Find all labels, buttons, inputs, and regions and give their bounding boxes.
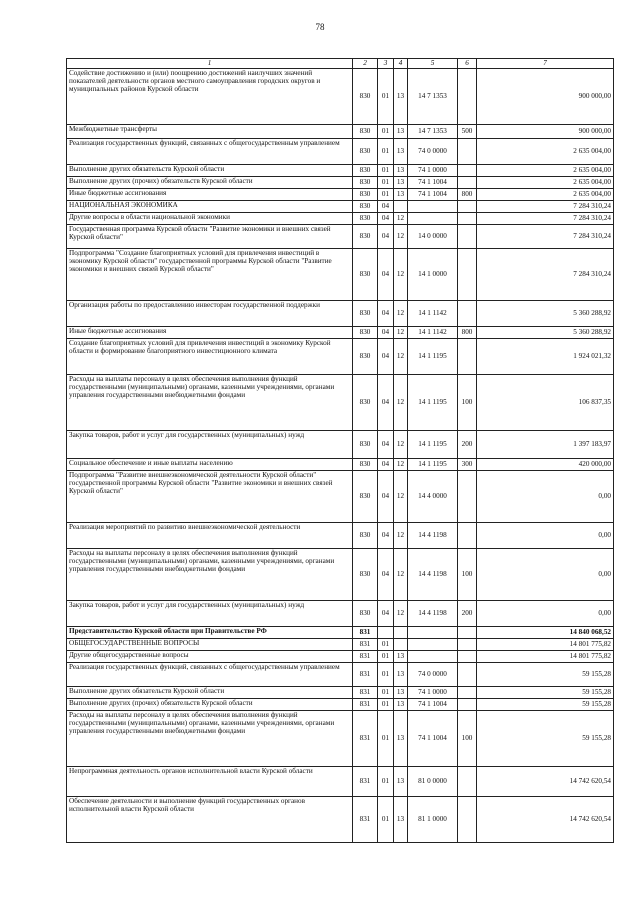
cell-target-article: 14 4 1198 (408, 601, 458, 627)
cell-expense-type (458, 699, 477, 711)
cell-section: 04 (378, 225, 394, 249)
table-row (67, 327, 614, 339)
cell-section: 01 (378, 699, 394, 711)
column-header: 4 (394, 59, 408, 69)
cell-amount: 2 635 004,00 (477, 177, 614, 189)
cell-name: Выполнение других обязательств Курской области (67, 687, 353, 699)
cell-ministry-code: 830 (353, 165, 378, 177)
cell-target-article: 74 1 1004 (408, 189, 458, 201)
cell-ministry-code: 830 (353, 201, 378, 213)
cell-expense-type: 100 (458, 549, 477, 601)
cell-target-article: 14 0 0000 (408, 225, 458, 249)
table-row (67, 663, 614, 687)
cell-section: 01 (378, 797, 394, 843)
cell-expense-type (458, 201, 477, 213)
cell-expense-type (458, 213, 477, 225)
cell-subsection: 13 (394, 69, 408, 125)
cell-amount: 7 284 310,24 (477, 201, 614, 213)
cell-amount: 5 360 288,92 (477, 301, 614, 327)
cell-name: Расходы на выплаты персоналу в целях обеспечения выполнения функций государственными (муниципальными) органами, казенными учреждениями, органами управления государственными внебюджетными фондами (67, 375, 353, 431)
cell-section: 01 (378, 69, 394, 125)
cell-amount: 0,00 (477, 523, 614, 549)
cell-name: Создание благоприятных условий для привлечения инвестиций в экономику Курской области и формирование благоприятного инвестиционного климата (67, 339, 353, 375)
cell-amount: 106 837,35 (477, 375, 614, 431)
cell-ministry-code: 830 (353, 339, 378, 375)
cell-subsection: 12 (394, 601, 408, 627)
cell-expense-type (458, 177, 477, 189)
cell-target-article: 81 0 0000 (408, 767, 458, 797)
cell-expense-type: 800 (458, 189, 477, 201)
cell-name: Выполнение других (прочих) обязательств Курской области (67, 177, 353, 189)
cell-ministry-code: 831 (353, 627, 378, 639)
cell-subsection: 13 (394, 711, 408, 767)
cell-name: Межбюджетные трансферты (67, 125, 353, 139)
table-row (67, 687, 614, 699)
cell-section: 04 (378, 601, 394, 627)
cell-section: 04 (378, 431, 394, 459)
cell-amount: 14 840 068,52 (477, 627, 614, 639)
cell-ministry-code: 830 (353, 549, 378, 601)
cell-ministry-code: 830 (353, 139, 378, 165)
cell-target-article (408, 639, 458, 651)
cell-amount: 14 742 620,54 (477, 767, 614, 797)
column-header: 2 (353, 59, 378, 69)
cell-subsection: 13 (394, 177, 408, 189)
cell-target-article: 14 4 1198 (408, 549, 458, 601)
table-row (67, 639, 614, 651)
cell-section: 04 (378, 213, 394, 225)
cell-amount: 59 155,28 (477, 663, 614, 687)
cell-ministry-code: 830 (353, 177, 378, 189)
cell-expense-type (458, 225, 477, 249)
table-row (67, 471, 614, 523)
cell-subsection: 12 (394, 301, 408, 327)
cell-ministry-code: 831 (353, 699, 378, 711)
cell-target-article: 14 7 1353 (408, 69, 458, 125)
column-header: 6 (458, 59, 477, 69)
cell-name: Выполнение других (прочих) обязательств Курской области (67, 699, 353, 711)
cell-subsection: 13 (394, 797, 408, 843)
table-row (67, 523, 614, 549)
table-row (67, 651, 614, 663)
cell-subsection: 13 (394, 663, 408, 687)
cell-ministry-code: 830 (353, 213, 378, 225)
cell-target-article: 74 1 1004 (408, 711, 458, 767)
cell-ministry-code: 830 (353, 249, 378, 301)
cell-expense-type (458, 69, 477, 125)
cell-target-article: 74 1 0000 (408, 687, 458, 699)
cell-target-article: 74 0 0000 (408, 663, 458, 687)
cell-amount: 420 000,00 (477, 459, 614, 471)
cell-section: 01 (378, 139, 394, 165)
cell-target-article (408, 213, 458, 225)
column-header: 1 (67, 59, 353, 69)
cell-ministry-code: 831 (353, 651, 378, 663)
table-row (67, 189, 614, 201)
cell-expense-type (458, 523, 477, 549)
cell-amount: 7 284 310,24 (477, 213, 614, 225)
cell-amount: 14 801 775,82 (477, 651, 614, 663)
cell-section: 01 (378, 125, 394, 139)
cell-subsection: 12 (394, 327, 408, 339)
cell-section: 01 (378, 767, 394, 797)
cell-ministry-code: 830 (353, 459, 378, 471)
cell-name: Социальное обеспечение и иные выплаты населению (67, 459, 353, 471)
cell-target-article: 14 1 1195 (408, 339, 458, 375)
cell-section: 04 (378, 201, 394, 213)
cell-ministry-code: 830 (353, 375, 378, 431)
cell-expense-type (458, 139, 477, 165)
cell-name: Другие вопросы в области национальной экономики (67, 213, 353, 225)
cell-subsection (394, 639, 408, 651)
cell-subsection: 13 (394, 165, 408, 177)
cell-amount: 0,00 (477, 471, 614, 523)
cell-expense-type (458, 639, 477, 651)
cell-expense-type (458, 687, 477, 699)
cell-expense-type (458, 301, 477, 327)
cell-name: Реализация государственных функций, связанных с общегосударственным управлением (67, 139, 353, 165)
cell-target-article (408, 627, 458, 639)
cell-expense-type (458, 663, 477, 687)
cell-target-article: 14 1 1142 (408, 301, 458, 327)
table-row (67, 601, 614, 627)
cell-amount: 59 155,28 (477, 711, 614, 767)
table-row (67, 711, 614, 767)
cell-name: Государственная программа Курской области "Развитие экономики и внешних связей Курской области" (67, 225, 353, 249)
cell-subsection: 13 (394, 139, 408, 165)
cell-subsection: 13 (394, 189, 408, 201)
cell-subsection: 12 (394, 375, 408, 431)
table-row (67, 165, 614, 177)
table-row (67, 767, 614, 797)
cell-name: Непрограммная деятельность органов исполнительной власти Курской области (67, 767, 353, 797)
cell-name: Другие общегосударственные вопросы (67, 651, 353, 663)
cell-subsection: 12 (394, 459, 408, 471)
cell-ministry-code: 831 (353, 663, 378, 687)
cell-amount: 0,00 (477, 601, 614, 627)
cell-expense-type (458, 797, 477, 843)
cell-name: Иные бюджетные ассигнования (67, 189, 353, 201)
cell-subsection: 12 (394, 523, 408, 549)
table-row (67, 201, 614, 213)
cell-amount: 1 924 021,32 (477, 339, 614, 375)
cell-target-article: 14 1 0000 (408, 249, 458, 301)
table-row (67, 69, 614, 125)
cell-amount: 7 284 310,24 (477, 249, 614, 301)
cell-target-article: 81 1 0000 (408, 797, 458, 843)
cell-subsection: 13 (394, 651, 408, 663)
cell-name: Закупка товаров, работ и услуг для государственных (муниципальных) нужд (67, 431, 353, 459)
cell-ministry-code: 831 (353, 687, 378, 699)
cell-section: 01 (378, 711, 394, 767)
cell-ministry-code: 831 (353, 797, 378, 843)
cell-expense-type (458, 767, 477, 797)
table-row (67, 797, 614, 843)
cell-subsection: 13 (394, 699, 408, 711)
cell-ministry-code: 830 (353, 301, 378, 327)
cell-target-article: 14 7 1353 (408, 125, 458, 139)
cell-section: 01 (378, 663, 394, 687)
cell-ministry-code: 830 (353, 189, 378, 201)
table-row (67, 375, 614, 431)
table-row (67, 301, 614, 327)
cell-subsection: 12 (394, 549, 408, 601)
cell-expense-type (458, 339, 477, 375)
cell-target-article: 74 1 1004 (408, 177, 458, 189)
cell-name: Обеспечение деятельности и выполнение функций государственных органов исполнительной власти Курской области (67, 797, 353, 843)
cell-name: Расходы на выплаты персоналу в целях обеспечения выполнения функций государственными (муниципальными) органами, казенными учреждениями, органами управления государственными внебюджетными фондами (67, 711, 353, 767)
cell-subsection: 12 (394, 213, 408, 225)
cell-expense-type (458, 249, 477, 301)
cell-subsection: 13 (394, 767, 408, 797)
cell-expense-type: 300 (458, 459, 477, 471)
cell-name: Подпрограмма "Создание благоприятных условий для привлечения инвестиций в экономику Курской области" государственной программы Курской области "Развитие экономики и внешних связей Курской области" (67, 249, 353, 301)
cell-amount: 1 397 183,97 (477, 431, 614, 459)
cell-ministry-code: 831 (353, 639, 378, 651)
cell-subsection (394, 201, 408, 213)
cell-section: 04 (378, 523, 394, 549)
cell-ministry-code: 830 (353, 601, 378, 627)
cell-ministry-code: 830 (353, 431, 378, 459)
cell-expense-type (458, 165, 477, 177)
cell-subsection: 12 (394, 225, 408, 249)
table-row (67, 627, 614, 639)
cell-section (378, 627, 394, 639)
table-row (67, 213, 614, 225)
cell-section: 04 (378, 471, 394, 523)
cell-amount: 5 360 288,92 (477, 327, 614, 339)
cell-target-article (408, 201, 458, 213)
cell-name: Выполнение других обязательств Курской области (67, 165, 353, 177)
budget-table (66, 58, 614, 843)
cell-subsection: 12 (394, 249, 408, 301)
table-row (67, 699, 614, 711)
cell-ministry-code: 831 (353, 711, 378, 767)
cell-name: Иные бюджетные ассигнования (67, 327, 353, 339)
cell-target-article: 14 4 1198 (408, 523, 458, 549)
cell-amount: 900 000,00 (477, 125, 614, 139)
cell-expense-type (458, 651, 477, 663)
cell-subsection: 12 (394, 471, 408, 523)
cell-amount: 59 155,28 (477, 687, 614, 699)
cell-amount: 59 155,28 (477, 699, 614, 711)
cell-expense-type (458, 471, 477, 523)
cell-target-article (408, 651, 458, 663)
cell-name: Реализация государственных функций, связанных с общегосударственным управлением (67, 663, 353, 687)
cell-subsection: 12 (394, 339, 408, 375)
cell-target-article: 14 1 1195 (408, 431, 458, 459)
cell-target-article: 14 1 1195 (408, 459, 458, 471)
table-row (67, 125, 614, 139)
cell-amount: 2 635 004,00 (477, 139, 614, 165)
cell-section: 04 (378, 301, 394, 327)
cell-subsection: 13 (394, 687, 408, 699)
cell-ministry-code: 830 (353, 471, 378, 523)
cell-name: Закупка товаров, работ и услуг для государственных (муниципальных) нужд (67, 601, 353, 627)
table-row (67, 225, 614, 249)
cell-subsection: 13 (394, 125, 408, 139)
table-row (67, 339, 614, 375)
cell-name: НАЦИОНАЛЬНАЯ ЭКОНОМИКА (67, 201, 353, 213)
cell-subsection: 12 (394, 431, 408, 459)
cell-target-article: 14 4 0000 (408, 471, 458, 523)
cell-name: ОБЩЕГОСУДАРСТВЕННЫЕ ВОПРОСЫ (67, 639, 353, 651)
cell-amount: 2 635 004,00 (477, 189, 614, 201)
cell-expense-type (458, 627, 477, 639)
cell-expense-type: 800 (458, 327, 477, 339)
cell-target-article: 14 1 1142 (408, 327, 458, 339)
cell-name: Содействие достижению и (или) поощрению достижений наилучших значений показателей деятельности органов местного самоуправления городских округов и муниципальных районов Курской области (67, 69, 353, 125)
cell-ministry-code: 830 (353, 523, 378, 549)
cell-amount: 7 284 310,24 (477, 225, 614, 249)
cell-section: 01 (378, 651, 394, 663)
table-row (67, 139, 614, 165)
cell-name: Представительство Курской области при Правительстве РФ (67, 627, 353, 639)
cell-section: 04 (378, 459, 394, 471)
cell-ministry-code: 831 (353, 767, 378, 797)
cell-name: Организация работы по предоставлению инвесторам государственной поддержки (67, 301, 353, 327)
table-row (67, 549, 614, 601)
cell-target-article: 14 1 1195 (408, 375, 458, 431)
cell-section: 01 (378, 687, 394, 699)
cell-expense-type: 100 (458, 711, 477, 767)
cell-name: Расходы на выплаты персоналу в целях обеспечения выполнения функций государственными (муниципальными) органами, казенными учреждениями, органами управления государственными внебюджетными фондами (67, 549, 353, 601)
cell-ministry-code: 830 (353, 69, 378, 125)
cell-ministry-code: 830 (353, 225, 378, 249)
cell-section: 04 (378, 249, 394, 301)
cell-ministry-code: 830 (353, 125, 378, 139)
table-row (67, 431, 614, 459)
cell-amount: 14 742 620,54 (477, 797, 614, 843)
cell-section: 01 (378, 639, 394, 651)
cell-section: 01 (378, 177, 394, 189)
column-header: 7 (477, 59, 614, 69)
cell-section: 04 (378, 339, 394, 375)
cell-ministry-code: 830 (353, 327, 378, 339)
cell-section: 04 (378, 375, 394, 431)
cell-target-article: 74 0 0000 (408, 139, 458, 165)
cell-subsection (394, 627, 408, 639)
cell-target-article: 74 1 0000 (408, 165, 458, 177)
cell-expense-type: 200 (458, 431, 477, 459)
cell-expense-type: 500 (458, 125, 477, 139)
page-number: 78 (315, 22, 325, 32)
table-row (67, 249, 614, 301)
cell-amount: 14 801 775,82 (477, 639, 614, 651)
cell-section: 01 (378, 165, 394, 177)
cell-section: 04 (378, 549, 394, 601)
cell-name: Реализация мероприятий по развитию внешнеэкономической деятельности (67, 523, 353, 549)
column-header: 5 (408, 59, 458, 69)
table-row (67, 459, 614, 471)
cell-section: 01 (378, 189, 394, 201)
cell-amount: 0,00 (477, 549, 614, 601)
table-header-row (67, 59, 614, 69)
cell-amount: 900 000,00 (477, 69, 614, 125)
cell-expense-type: 200 (458, 601, 477, 627)
table-row (67, 177, 614, 189)
cell-expense-type: 100 (458, 375, 477, 431)
cell-amount: 2 635 004,00 (477, 165, 614, 177)
cell-target-article: 74 1 1004 (408, 699, 458, 711)
column-header: 3 (378, 59, 394, 69)
cell-name: Подпрограмма "Развитие внешнеэкономической деятельности Курской области" государственной программы Курской области "Развитие экономики и внешних связей Курской области" (67, 471, 353, 523)
cell-section: 04 (378, 327, 394, 339)
